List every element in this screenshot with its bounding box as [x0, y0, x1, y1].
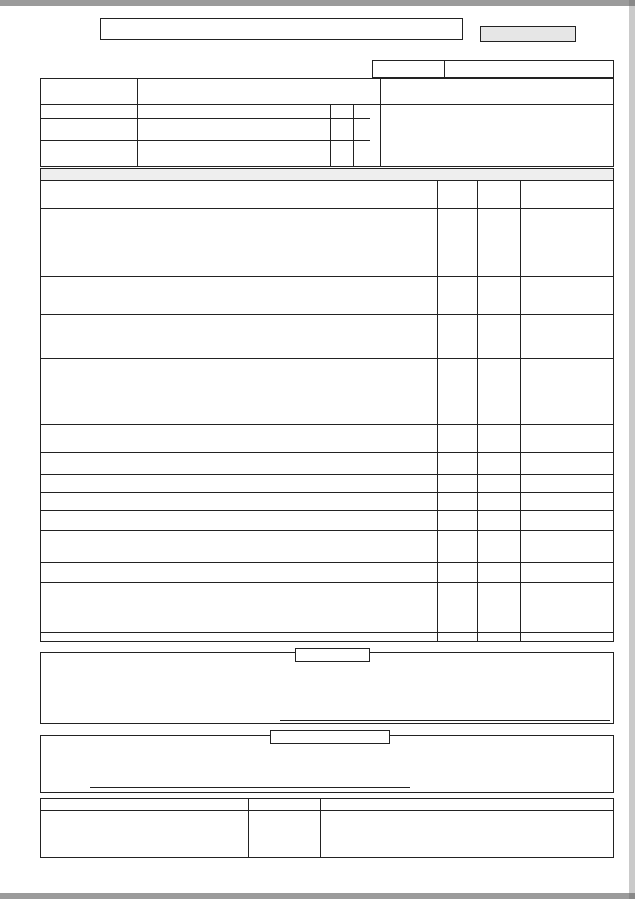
person-col-line [330, 104, 331, 167]
header-shade [41, 169, 613, 180]
person-col-line [137, 78, 138, 167]
vaccine-col-line [320, 798, 321, 858]
badge-box [480, 26, 576, 42]
temperature-divider [444, 60, 445, 78]
person-row-line [40, 140, 370, 141]
question-row-line [40, 474, 614, 475]
person-col-line [353, 104, 354, 167]
doctor-section-box [40, 652, 614, 724]
question-row-line [40, 492, 614, 493]
consent-title-box [270, 730, 390, 744]
title-box [100, 18, 463, 40]
answer-col-line [477, 180, 478, 642]
header-line [40, 180, 614, 181]
question-row-line [40, 358, 614, 359]
doctor-sign-line [280, 720, 610, 721]
questionnaire-table [40, 168, 614, 642]
person-col-line [380, 78, 381, 167]
question-row-line [40, 632, 614, 633]
question-row-line [40, 562, 614, 563]
vaccine-col-line [248, 798, 249, 858]
person-row-line [40, 104, 614, 105]
question-row-line [40, 276, 614, 277]
answer-col-line [437, 168, 438, 642]
consent-sign-line [90, 787, 410, 788]
question-row-line [40, 582, 614, 583]
question-row-line [40, 510, 614, 511]
vaccine-info-box [40, 798, 614, 858]
question-row-line [40, 314, 614, 315]
person-row-line [40, 118, 370, 119]
question-row-line [40, 424, 614, 425]
temperature-box [372, 60, 614, 78]
vaccine-header-line [40, 810, 614, 811]
scan-noise-right [629, 0, 635, 899]
question-row-line [40, 208, 614, 209]
doctor-col-line [520, 168, 521, 642]
question-row-line [40, 452, 614, 453]
scan-noise-bottom [0, 893, 635, 899]
person-info-box [40, 78, 614, 167]
doctor-section-title-box [295, 648, 370, 662]
question-row-line [40, 530, 614, 531]
scan-noise-top [0, 0, 635, 6]
